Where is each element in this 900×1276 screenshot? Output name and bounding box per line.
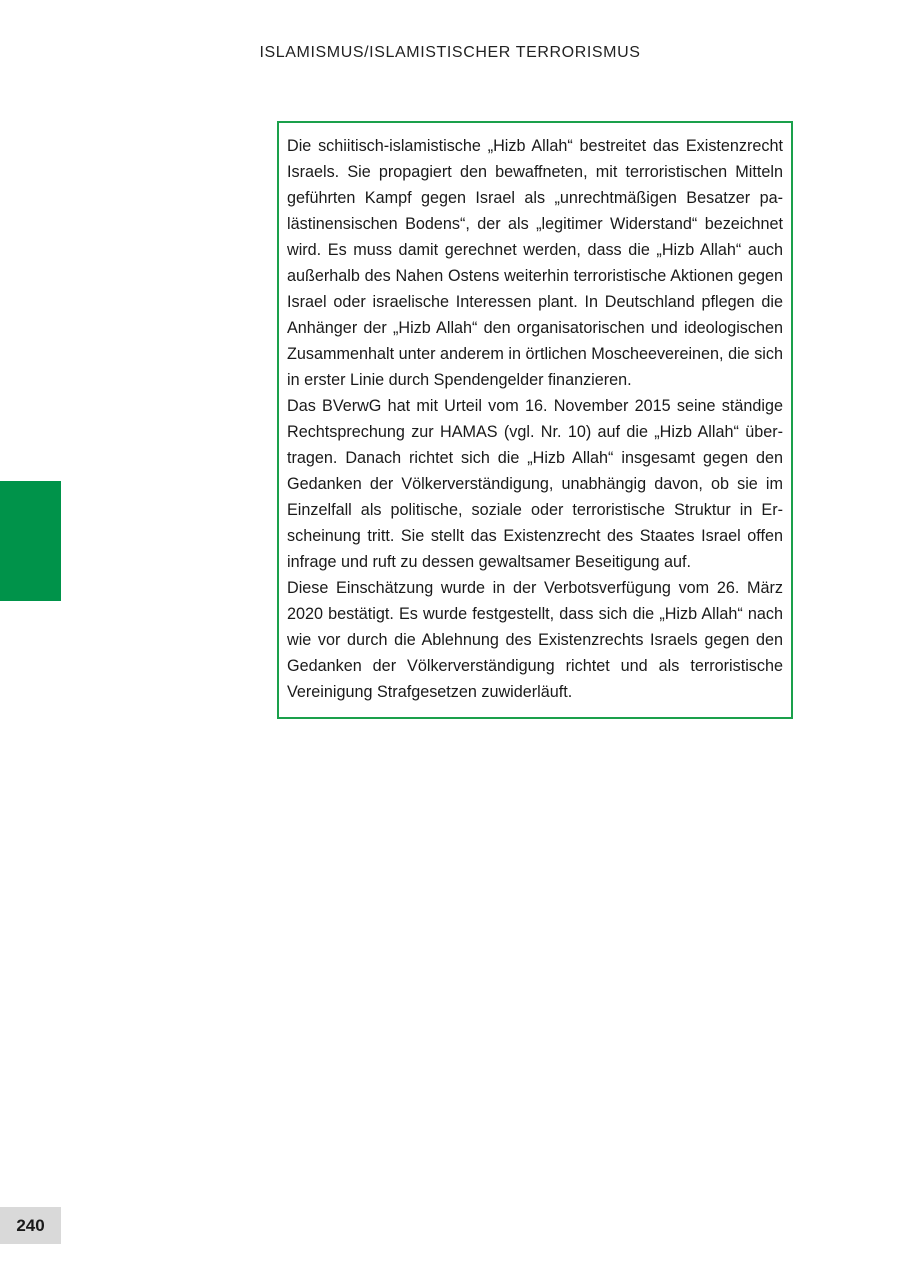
chapter-marker-tab xyxy=(0,481,61,601)
paragraph-3: Diese Einschätzung wurde in der Verbotsverfügung vom 26. März 2020 bestätigt. Es wurde festgestellt, dass sich die „Hizb Allah“ nach wie vor durch die Ablehnung des Existenzrechts Israels gegen den Gedanken der Völkerverständigung richtet und als terroristische Vereinigung Strafgesetzen zuwiderläuft. xyxy=(287,579,783,701)
page-number: 240 xyxy=(16,1215,45,1235)
paragraph-1: Die schiitisch-islamistische „Hizb Allah“ bestreitet das Existenzrecht Israels. Sie propagiert den bewaffneten, mit terroristischen Mitteln geführten Kampf gegen Israel als „unrechtmäßigen Besatzer palästinensischen Bodens“, der als „legitimer Widerstand“ bezeichnet wird. Es muss damit gerechnet werden, dass die „Hizb Allah“ auch außerhalb des Nahen Ostens weiterhin terroristische Aktionen gegen Israel oder israelische Interessen plant. In Deutschland pflegen die Anhänger der „Hizb Allah“ den organisatorischen und ideologischen Zusammenhalt unter anderem in örtlichen Moscheevereinen, die sich in erster Linie durch Spendengelder finanzieren. xyxy=(287,137,783,389)
page-number-box xyxy=(0,1207,61,1244)
running-header: ISLAMISMUS/ISLAMISTISCHER TERRORISMUS xyxy=(259,44,641,61)
paragraph-2: Das BVerwG hat mit Urteil vom 16. November 2015 seine ständige Rechtsprechung zur HAMAS (vgl. Nr. 10) auf die „Hizb Allah“ übertragen. Danach richtet sich die „Hizb Allah“ insgesamt gegen den Gedanken der Völkerverständigung, unabhängig davon, ob sie im Einzelfall als politische, soziale oder terroristische Struktur in Erscheinung tritt. Sie stellt das Existenzrecht des Staates Israel offen infrage und ruft zu dessen gewaltsamer Beseitigung auf. xyxy=(287,397,783,571)
info-box xyxy=(277,121,793,719)
